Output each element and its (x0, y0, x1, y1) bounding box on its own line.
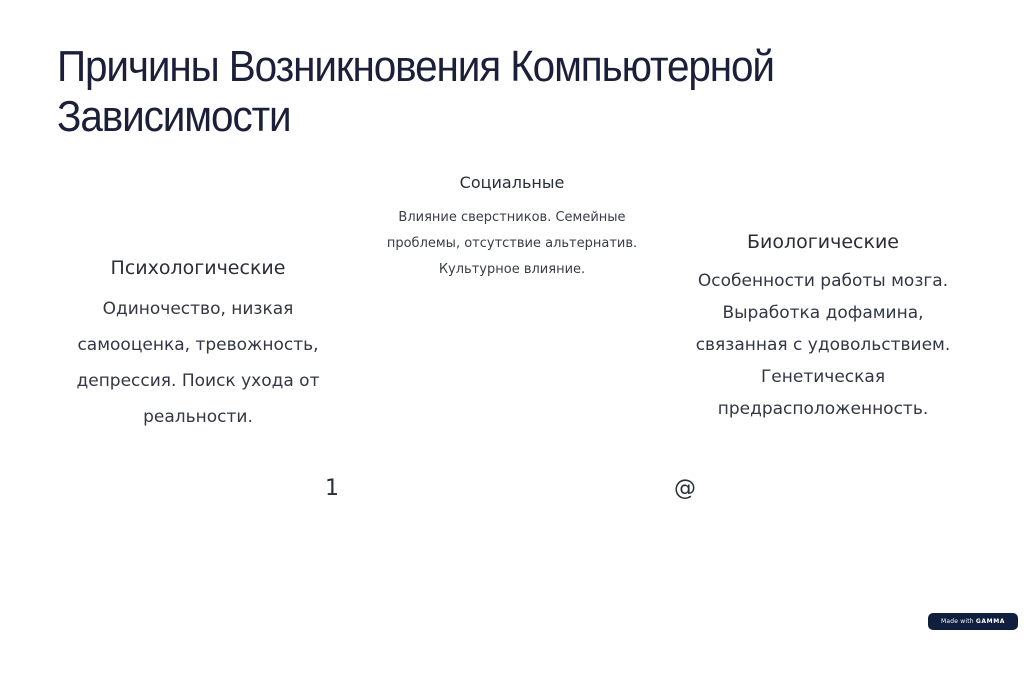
column-psychological-text (48, 291, 348, 435)
column-biological-heading: Биологические (747, 231, 899, 253)
column-biological (673, 227, 973, 425)
column-psychological-line: реальности. (143, 407, 253, 427)
column-social-text (362, 205, 662, 283)
column-psychological (48, 253, 348, 435)
badge-brand: GAMMA (975, 618, 1006, 625)
column-psychological-line: самооценка, тревожность, (77, 335, 319, 355)
column-psychological-heading: Психологические (110, 257, 286, 279)
column-biological-line: Особенности работы мозга. (697, 271, 949, 291)
badge-prefix: Made with (940, 618, 974, 625)
column-social-line: проблемы, отсутствие альтернатив. (386, 236, 638, 251)
slide-title: Причины Возникновения Компьютерной Зависимости (57, 42, 774, 141)
marker-at-sign: @ (674, 476, 696, 501)
column-psychological-line: Одиночество, низкая (102, 299, 294, 319)
column-social-line: Культурное влияние. (438, 262, 586, 277)
marker-number-one: 1 (325, 476, 339, 501)
column-social-line: Влияние сверстников. Семейные (398, 210, 626, 225)
column-biological-line: предрасположенность. (717, 399, 929, 419)
column-social-heading: Социальные (459, 173, 565, 192)
column-biological-line: Выработка дофамина, (722, 303, 924, 323)
column-social (362, 171, 662, 283)
column-biological-line: связанная с удовольствием. (695, 335, 951, 355)
column-biological-text (673, 265, 973, 425)
made-with-gamma-badge[interactable] (928, 613, 1018, 630)
column-biological-line: Генетическая (760, 367, 886, 387)
column-psychological-line: депрессия. Поиск ухода от (76, 371, 320, 391)
